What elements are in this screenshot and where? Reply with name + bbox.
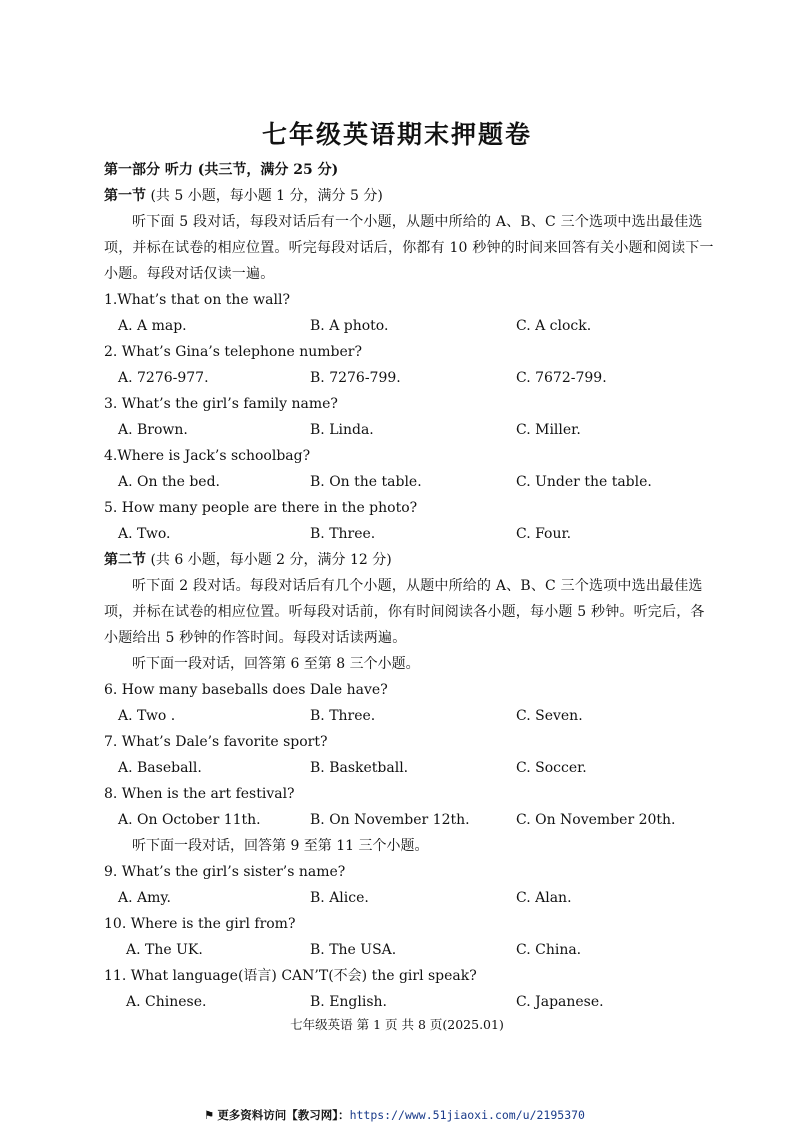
question-5: 5. How many people are there in the photo?: [104, 500, 418, 516]
exam-title: 七年级英语期末押题卷: [261, 120, 532, 149]
option-b: B. 7276-799.: [310, 370, 401, 386]
question-2: 2. What’s Gina’s telephone number?: [104, 344, 362, 360]
option-b: B. On the table.: [310, 474, 422, 490]
option-b: B. A photo.: [310, 318, 389, 334]
section1-note: (共 5 小题，每小题 1 分，满分 5 分): [146, 188, 383, 204]
question-4: 4.Where is Jack’s schoolbag?: [104, 448, 311, 464]
option-b: B. Alice.: [310, 890, 369, 906]
flag-icon: ⚑: [204, 1108, 215, 1122]
option-c: C. Seven.: [516, 708, 583, 724]
option-a: A. On October 11th.: [118, 812, 261, 828]
option-c: C. Alan.: [516, 890, 572, 906]
option-a: A. A map.: [118, 318, 187, 334]
dialog1-intro: 听下面一段对话，回答第 6 至第 8 三个小题。: [132, 656, 420, 672]
option-b: B. Linda.: [310, 422, 374, 438]
option-b: B. On November 12th.: [310, 812, 470, 828]
question-2-options: [104, 365, 716, 391]
question-10: 10. Where is the girl from?: [104, 916, 296, 932]
promo-banner: [204, 1107, 585, 1123]
question-10-options: [104, 937, 716, 963]
section2-heading: [104, 547, 716, 573]
option-a: A. On the bed.: [118, 474, 220, 490]
question-11-options: [104, 989, 716, 1015]
question-3-options: [104, 417, 716, 443]
option-b: B. Three.: [310, 526, 376, 542]
section1-instructions: 听下面 5 段对话，每段对话后有一个小题，从题中所给的 A、B、C 三个选项中选出最佳选项，并标在试卷的相应位置。听完每段对话后，你都有 10 秒钟的时间来回答有关小题和阅读下一小题。每段对话仅读一遍。: [104, 214, 714, 282]
option-c: C. Japanese.: [516, 994, 604, 1010]
option-b: B. English.: [310, 994, 387, 1010]
question-11: 11. What language(语言) CAN’T(不会) the girl speak?: [104, 968, 477, 984]
question-8-options: [104, 807, 716, 833]
option-b: B. Basketball.: [310, 760, 409, 776]
section2-instructions: 听下面 2 段对话。每段对话后有几个小题，从题中所给的 A、B、C 三个选项中选出最佳选项，并标在试卷的相应位置。听每段对话前，你有时间阅读各小题，每小题 5 秒钟。听完后，各小题给出 5 秒钟的作答时间。每段对话读两遍。: [104, 578, 705, 646]
page-footer: 七年级英语 第 1 页 共 8 页(2025.01): [290, 1017, 504, 1032]
question-7-options: [104, 755, 716, 781]
option-b: B. Three.: [310, 708, 376, 724]
option-a: A. The UK.: [126, 942, 203, 958]
option-a: A. 7276-977.: [118, 370, 209, 386]
section1-heading: [104, 183, 716, 209]
option-b: B. The USA.: [310, 942, 397, 958]
question-8: 8. When is the art festival?: [104, 786, 295, 802]
option-a: A. Brown.: [118, 422, 188, 438]
option-c: C. A clock.: [516, 318, 592, 334]
option-c: C. Miller.: [516, 422, 581, 438]
option-a: A. Two .: [118, 708, 176, 724]
part1-heading: 第一部分 听力 (共三节，满分 25 分): [104, 162, 339, 178]
question-3: 3. What’s the girl’s family name?: [104, 396, 338, 412]
promo-label: 更多资料访问【教习网】：: [217, 1108, 350, 1122]
option-a: A. Two.: [118, 526, 171, 542]
question-6: 6. How many baseballs does Dale have?: [104, 682, 388, 698]
question-4-options: [104, 469, 716, 495]
promo-link[interactable]: https://www.51jiaoxi.com/u/2195370: [349, 1108, 585, 1122]
section2-note: (共 6 小题，每小题 2 分，满分 12 分): [146, 552, 392, 568]
option-a: A. Chinese.: [126, 994, 207, 1010]
question-7: 7. What’s Dale’s favorite sport?: [104, 734, 328, 750]
dialog2-intro: 听下面一段对话，回答第 9 至第 11 三个小题。: [132, 838, 429, 854]
question-1-options: [104, 313, 716, 339]
option-c: C. On November 20th.: [516, 812, 676, 828]
question-5-options: [104, 521, 716, 547]
option-a: A. Baseball.: [118, 760, 202, 776]
option-c: C. Under the table.: [516, 474, 652, 490]
question-9: 9. What’s the girl’s sister’s name?: [104, 864, 346, 880]
option-c: C. 7672-799.: [516, 370, 607, 386]
question-9-options: [104, 885, 716, 911]
option-c: C. China.: [516, 942, 582, 958]
option-a: A. Amy.: [118, 890, 171, 906]
question-1: 1.What’s that on the wall?: [104, 292, 290, 308]
option-c: C. Four.: [516, 526, 572, 542]
question-6-options: [104, 703, 716, 729]
exam-content: [104, 157, 716, 1015]
section2-title: 第二节: [104, 552, 146, 568]
option-c: C. Soccer.: [516, 760, 587, 776]
section1-title: 第一节: [104, 188, 146, 204]
